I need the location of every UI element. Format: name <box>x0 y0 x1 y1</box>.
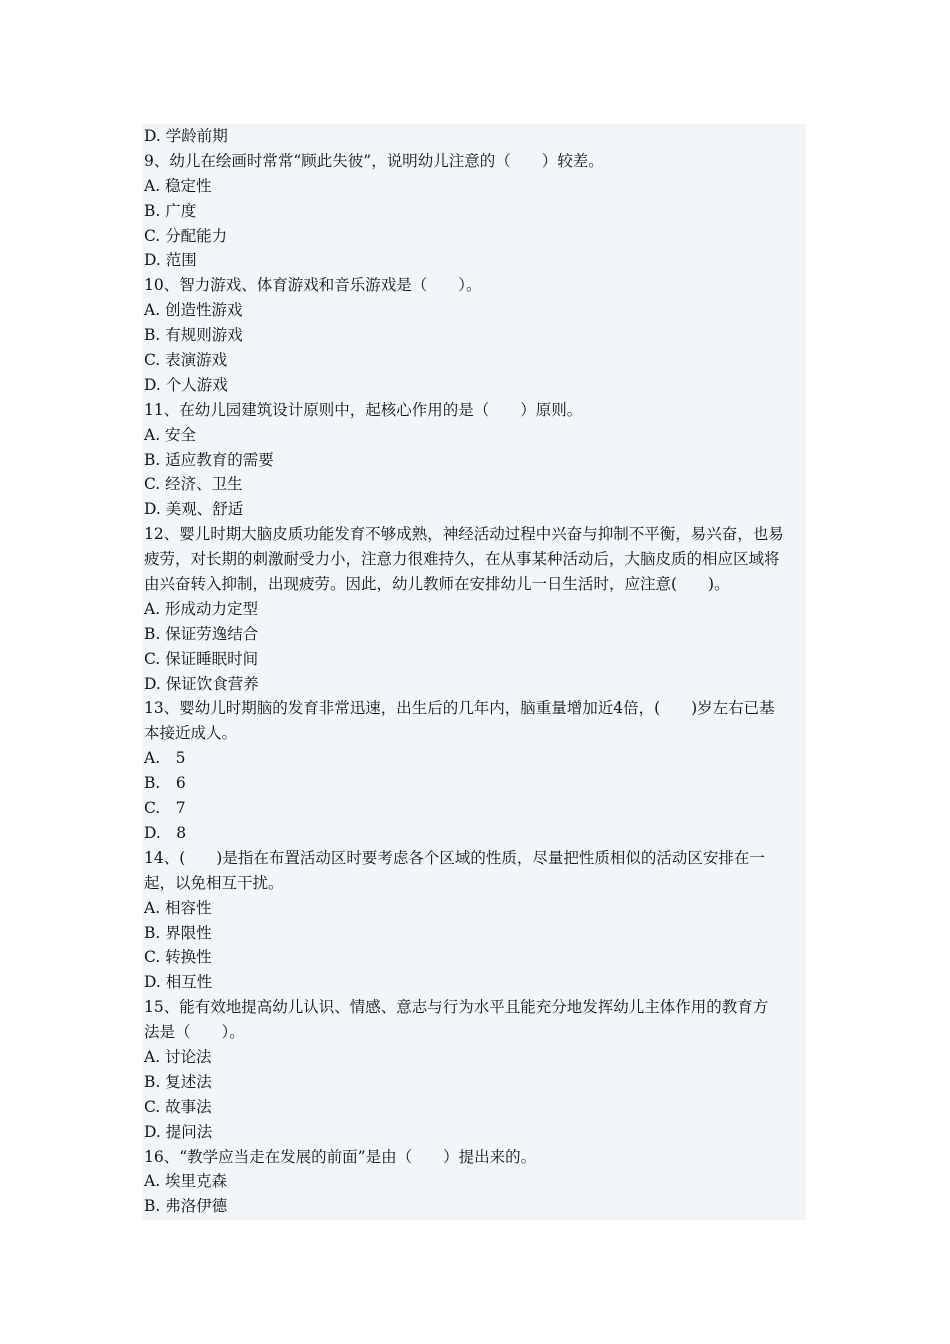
answer-option: C. 表演游戏 <box>144 351 228 370</box>
answer-option: B. 广度 <box>144 201 197 220</box>
question-text-block <box>142 124 806 1220</box>
answer-option: B. 6 <box>144 774 186 793</box>
answer-option: C. 7 <box>144 799 186 818</box>
text-line: 本接近成人。 <box>144 724 238 743</box>
question-stem: 9、幼儿在绘画时常常“顾此失彼”，说明幼儿注意的（ ）较差。 <box>144 151 604 170</box>
answer-option: C. 保证睡眠时间 <box>144 649 259 668</box>
answer-option: D. 学龄前期 <box>144 127 228 145</box>
answer-option: A. 讨论法 <box>144 1047 212 1066</box>
text-line: 由兴奋转入抑制，出现疲劳。因此，幼儿教师在安排幼儿一日生活时，应注意( )。 <box>144 575 730 594</box>
question-stem: 14、( )是指在布置活动区时要考虑各个区域的性质，尽量把性质相似的活动区安排在一 <box>144 848 765 867</box>
answer-option: B. 保证劳逸结合 <box>144 624 259 643</box>
answer-option: D. 范围 <box>144 251 197 270</box>
answer-option: C. 经济、卫生 <box>144 475 243 494</box>
answer-option: B. 复述法 <box>144 1072 212 1091</box>
answer-option: D. 美观、舒适 <box>144 500 244 519</box>
answer-option: A. 稳定性 <box>144 176 212 195</box>
answer-option: B. 有规则游戏 <box>144 326 243 345</box>
answer-option: D. 个人游戏 <box>144 375 228 394</box>
question-stem: 13、婴幼儿时期脑的发育非常迅速，出生后的几年内，脑重量增加近4倍，( )岁左右已基 <box>144 699 775 718</box>
answer-option: D. 保证饮食营养 <box>144 674 259 693</box>
answer-option: A. 创造性游戏 <box>144 301 243 320</box>
answer-option: A. 埃里克森 <box>144 1172 228 1191</box>
question-stem: 11、在幼儿园建筑设计原则中，起核心作用的是（ ）原则。 <box>144 400 583 419</box>
answer-option: B. 适应教育的需要 <box>144 450 274 469</box>
answer-option: A. 相容性 <box>144 898 212 917</box>
question-stem: 15、能有效地提高幼儿认识、情感、意志与行为水平且能充分地发挥幼儿主体作用的教育方 <box>144 998 769 1017</box>
answer-option: C. 故事法 <box>144 1097 212 1116</box>
question-stem: 16、“教学应当走在发展的前面”是由（ ）提出来的。 <box>144 1147 537 1166</box>
text-line: 起，以免相互干扰。 <box>144 873 284 892</box>
answer-option: D. 相互性 <box>144 973 213 992</box>
answer-option: A. 形成动力定型 <box>144 599 259 618</box>
answer-option: A. 5 <box>144 749 186 768</box>
answer-option: B. 界限性 <box>144 923 212 942</box>
question-stem: 10、智力游戏、体育游戏和音乐游戏是（ ）。 <box>144 276 482 295</box>
question-stem: 12、婴儿时期大脑皮质功能发育不够成熟，神经活动过程中兴奋与抑制不平衡，易兴奋，也易 <box>144 525 784 544</box>
answer-option: C. 分配能力 <box>144 226 228 245</box>
text-line: 疲劳，对长期的刺激耐受力小，注意力很难持久，在从事某种活动后，大脑皮质的相应区域将 <box>144 550 780 569</box>
answer-option: C. 转换性 <box>144 948 212 967</box>
answer-option: A. 安全 <box>144 425 197 444</box>
text-line: 法是（ ）。 <box>144 1023 245 1042</box>
answer-option: B. 弗洛伊德 <box>144 1197 228 1216</box>
answer-option: D. 提问法 <box>144 1122 213 1141</box>
answer-option: D. 8 <box>144 823 187 842</box>
